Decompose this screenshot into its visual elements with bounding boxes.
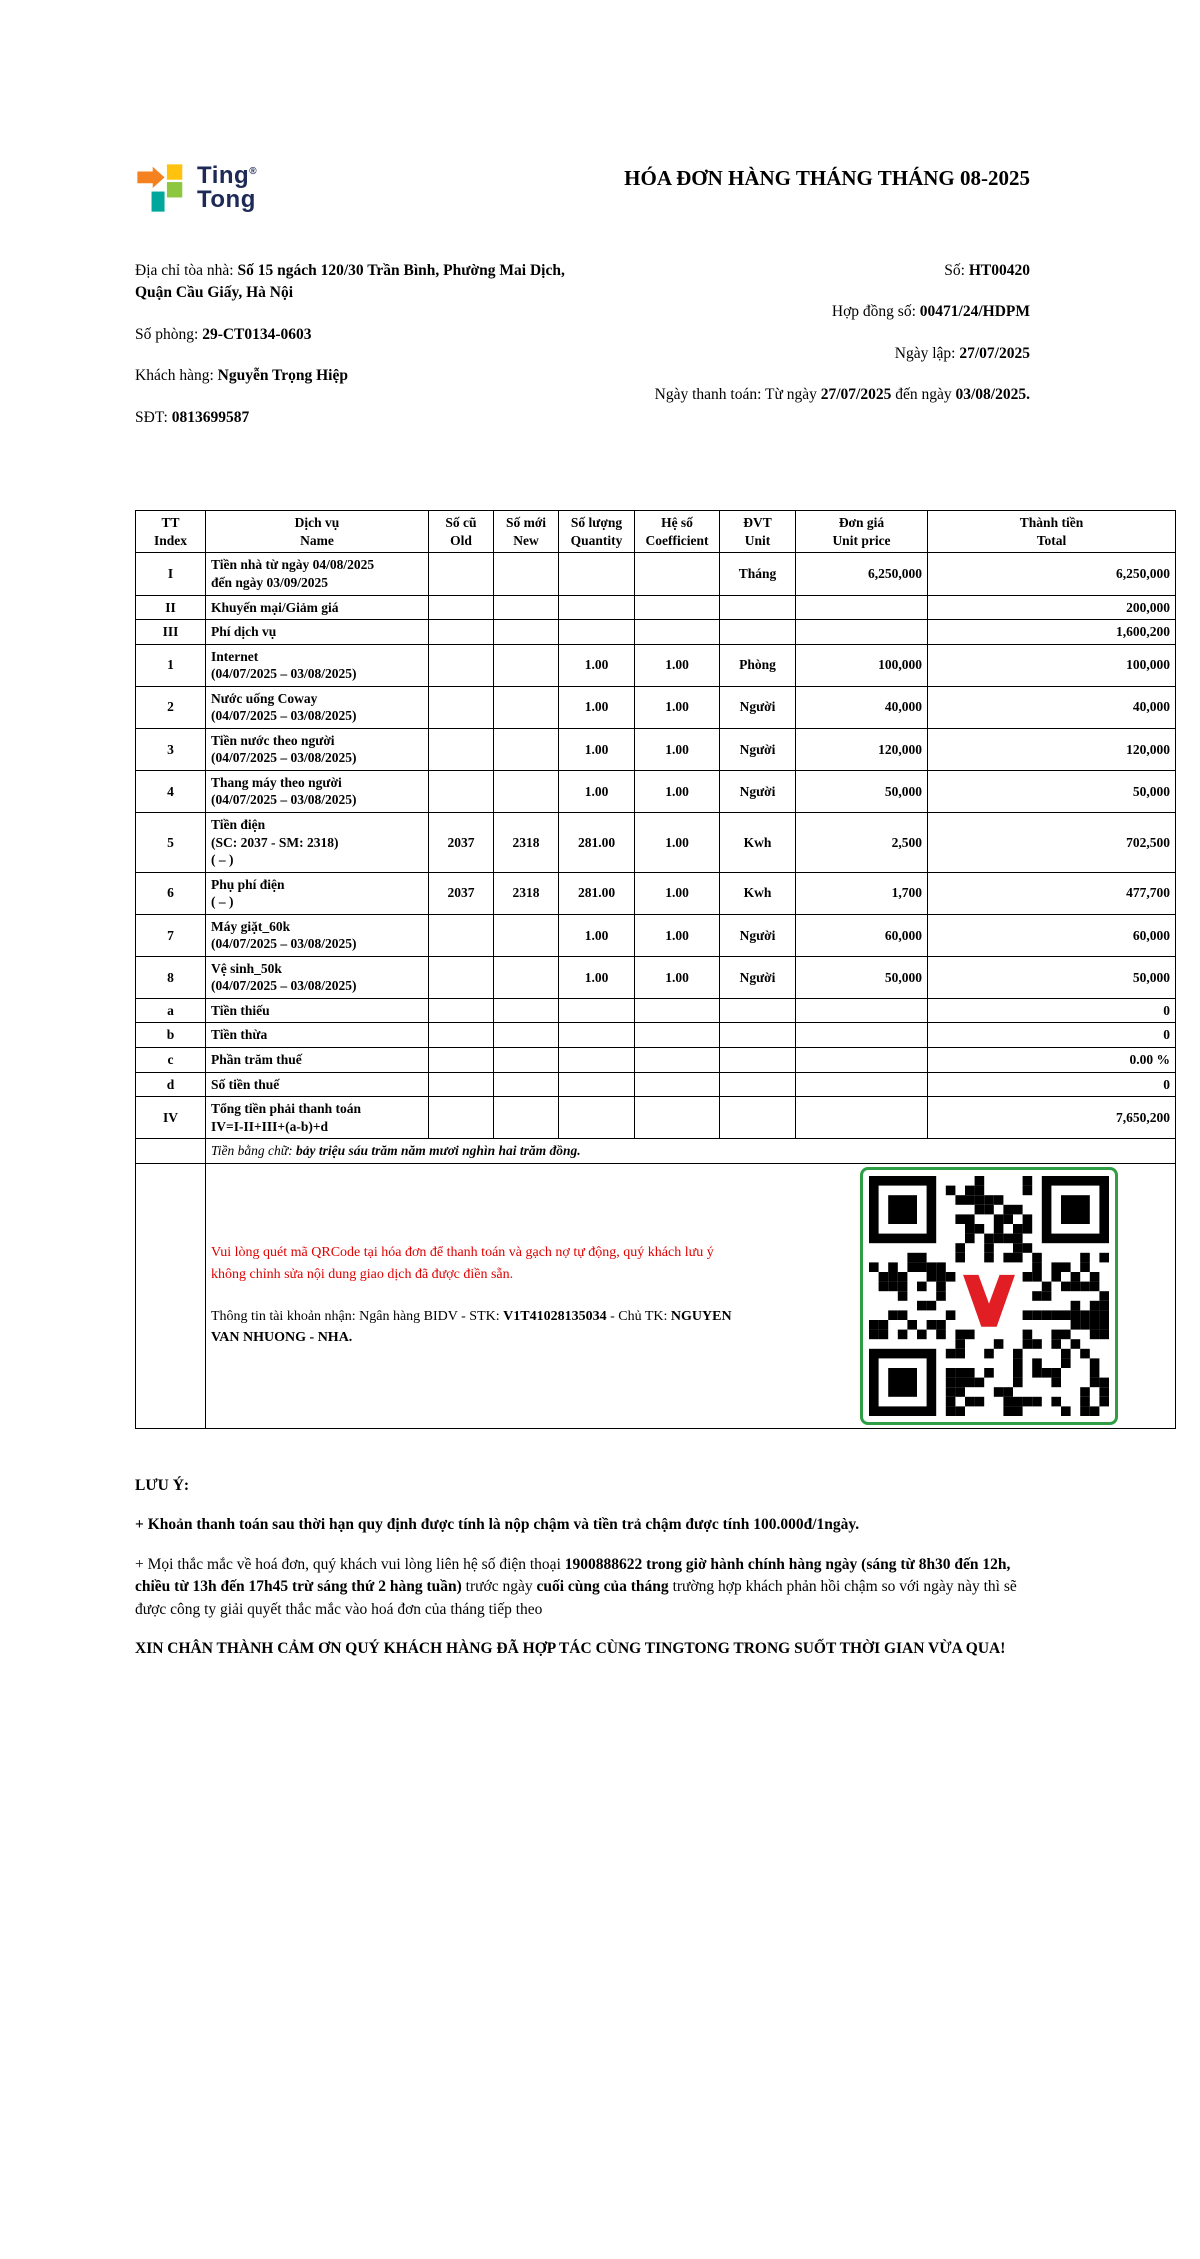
cell-coef <box>635 998 720 1023</box>
cell-coef: 1.00 <box>635 914 720 956</box>
cell-tt: III <box>136 620 206 645</box>
cell-price <box>796 620 928 645</box>
cell-old <box>429 998 494 1023</box>
cell-total: 50,000 <box>928 956 1176 998</box>
cell-new <box>494 770 559 812</box>
customer-value: Nguyễn Trọng Hiệp <box>217 367 348 385</box>
deadline-emphasis: cuối cùng của tháng <box>536 1578 669 1596</box>
room-label: Số phòng: <box>135 325 203 343</box>
cell-price <box>796 595 928 620</box>
table-row <box>136 998 1176 1023</box>
cell-old <box>429 956 494 998</box>
cell-name: Tổng tiền phải thanh toán IV=I-II+III+(a-b)+d <box>206 1097 429 1139</box>
table-row <box>136 644 1176 686</box>
cell-price: 50,000 <box>796 956 928 998</box>
cell-unit: Phòng <box>720 644 796 686</box>
cell-total: 702,500 <box>928 813 1176 873</box>
cell-qty <box>559 1048 635 1073</box>
registered-mark: ® <box>249 165 258 177</box>
cell-coef: 1.00 <box>635 686 720 728</box>
invoice-table <box>135 510 1176 1428</box>
cell-unit <box>720 1072 796 1097</box>
cell-tt: 2 <box>136 686 206 728</box>
table-row <box>136 728 1176 770</box>
column-header-total: Thành tiền Total <box>928 511 1176 553</box>
cell-old <box>429 1097 494 1139</box>
cell-total: 0.00 % <box>928 1048 1176 1073</box>
cell-name: Khuyến mại/Giảm giá <box>206 595 429 620</box>
cell-tt: d <box>136 1072 206 1097</box>
qr-payment-row <box>136 1163 1176 1428</box>
tingtong-logo <box>135 162 257 214</box>
cell-old <box>429 728 494 770</box>
cell-unit: Kwh <box>720 872 796 914</box>
account-info <box>211 1306 736 1349</box>
invoice-number-value: HT00420 <box>968 262 1030 279</box>
cell-old <box>429 553 494 595</box>
hotline-note <box>135 1554 1030 1621</box>
cell-qty <box>559 620 635 645</box>
invoice-number <box>610 260 1030 282</box>
cell-new <box>494 728 559 770</box>
cell-name: Phần trăm thuế <box>206 1048 429 1073</box>
late-payment-note: + Khoản thanh toán sau thời hạn quy định được tính là nộp chậm và tiền trả chậm được tính 100.000đ/1ngày. <box>135 1516 860 1534</box>
cell-price <box>796 1023 928 1048</box>
cell-price: 60,000 <box>796 914 928 956</box>
cell-coef <box>635 595 720 620</box>
cell-new <box>494 1023 559 1048</box>
table-row <box>136 1072 1176 1097</box>
table-row <box>136 914 1176 956</box>
cell-empty <box>136 1139 206 1164</box>
cell-new <box>494 1048 559 1073</box>
cell-new <box>494 1097 559 1139</box>
cell-qty <box>559 998 635 1023</box>
cell-unit: Người <box>720 956 796 998</box>
column-header-coef: Hệ số Coefficient <box>635 511 720 553</box>
cell-new: 2318 <box>494 813 559 873</box>
header <box>135 162 1030 214</box>
qr-code <box>860 1167 1118 1425</box>
info-right <box>610 260 1030 448</box>
cell-coef: 1.00 <box>635 956 720 998</box>
logo-green-square <box>167 182 182 197</box>
customer-name <box>135 365 605 387</box>
cell-tt: II <box>136 595 206 620</box>
column-header-old: Số cũ Old <box>429 511 494 553</box>
cell-unit: Kwh <box>720 813 796 873</box>
table-row <box>136 553 1176 595</box>
cell-unit: Người <box>720 728 796 770</box>
cell-new <box>494 686 559 728</box>
cell-total: 120,000 <box>928 728 1176 770</box>
cell-unit <box>720 1023 796 1048</box>
payment-label: Ngày thanh toán: Từ ngày <box>654 386 821 404</box>
cell-new <box>494 553 559 595</box>
payment-to-date: 03/08/2025. <box>955 386 1030 404</box>
cell-coef: 1.00 <box>635 644 720 686</box>
cell-coef: 1.00 <box>635 813 720 873</box>
cell-old <box>429 1072 494 1097</box>
cell-new <box>494 914 559 956</box>
cell-coef <box>635 1097 720 1139</box>
cell-qty <box>559 1097 635 1139</box>
cell-old <box>429 686 494 728</box>
cell-unit: Người <box>720 770 796 812</box>
logo-teal-bar <box>152 192 165 212</box>
contract-label: Hợp đồng số: <box>831 303 920 321</box>
cell-old <box>429 644 494 686</box>
cell-tt: 6 <box>136 872 206 914</box>
notes-title: LƯU Ý: <box>135 1476 190 1494</box>
cell-tt: b <box>136 1023 206 1048</box>
cell-price: 40,000 <box>796 686 928 728</box>
cell-new <box>494 595 559 620</box>
issue-date-label: Ngày lập: <box>894 344 960 362</box>
payment-period <box>610 384 1030 406</box>
cell-name: Máy giặt_60k (04/07/2025 – 03/08/2025) <box>206 914 429 956</box>
cell-name: Internet (04/07/2025 – 03/08/2025) <box>206 644 429 686</box>
cell-coef: 1.00 <box>635 770 720 812</box>
cell-qty: 1.00 <box>559 644 635 686</box>
cell-price <box>796 1072 928 1097</box>
amount-in-words-row <box>136 1139 1176 1164</box>
cell-price: 2,500 <box>796 813 928 873</box>
cell-tt: I <box>136 553 206 595</box>
cell-qty: 1.00 <box>559 770 635 812</box>
qr-code-svg <box>869 1176 1109 1416</box>
cell-tt: 1 <box>136 644 206 686</box>
thank-you-message: XIN CHÂN THÀNH CẢM ƠN QUÝ KHÁCH HÀNG ĐÃ HỢP TÁC CÙNG TINGTONG TRONG SUỐT THỜI GIAN VỪA QUA! <box>135 1640 1006 1658</box>
cell-total: 0 <box>928 998 1176 1023</box>
cell-tt: 5 <box>136 813 206 873</box>
cell-tt: IV <box>136 1097 206 1139</box>
cell-qty: 1.00 <box>559 914 635 956</box>
table-row <box>136 1048 1176 1073</box>
contract-number <box>610 301 1030 323</box>
cell-name: Tiền điện (SC: 2037 - SM: 2318) ( – ) <box>206 813 429 873</box>
invoice-info <box>135 260 1030 448</box>
room-value: 29-CT0134-0603 <box>202 325 312 343</box>
cell-qty: 1.00 <box>559 728 635 770</box>
cell-tt: 7 <box>136 914 206 956</box>
account-holder: NGUYEN VAN NHUONG - NHA. <box>211 1308 732 1346</box>
cell-name: Tiền nước theo người (04/07/2025 – 03/08/2025) <box>206 728 429 770</box>
cell-new <box>494 998 559 1023</box>
hotline-note-prefix: + Mọi thắc mắc về hoá đơn, quý khách vui lòng liên hệ số điện thoại <box>135 1555 565 1573</box>
cell-qty: 281.00 <box>559 813 635 873</box>
account-number: V1T41028135034 <box>503 1308 607 1324</box>
brand-line-2: Tong <box>197 186 256 213</box>
cell-qty <box>559 553 635 595</box>
table-row <box>136 1097 1176 1139</box>
cell-qty <box>559 1072 635 1097</box>
column-header-name: Dịch vụ Name <box>206 511 429 553</box>
customer-label: Khách hàng: <box>135 367 218 385</box>
cell-unit <box>720 620 796 645</box>
cell-name: Phụ phí điện ( – ) <box>206 872 429 914</box>
cell-coef <box>635 1048 720 1073</box>
cell-tt: c <box>136 1048 206 1073</box>
hotline-note-suffix: trường hợp khách phản hồi chậm so với ngày này thì sẽ được công ty giải quyết thắc mắc vào hoá đơn của tháng tiếp theo <box>135 1578 1017 1618</box>
cell-qty <box>559 595 635 620</box>
brand-line-1: Ting <box>197 161 250 189</box>
cell-empty <box>136 1163 206 1428</box>
cell-price <box>796 1048 928 1073</box>
cell-price: 100,000 <box>796 644 928 686</box>
invoice-table-footer <box>136 1139 1176 1429</box>
cell-coef <box>635 1072 720 1097</box>
cell-old <box>429 1023 494 1048</box>
cell-qty: 281.00 <box>559 872 635 914</box>
cell-tt: a <box>136 998 206 1023</box>
cell-qty: 1.00 <box>559 686 635 728</box>
cell-name: Thang máy theo người (04/07/2025 – 03/08/2025) <box>206 770 429 812</box>
amount-in-words-label: Tiền bằng chữ: <box>211 1143 296 1159</box>
column-header-tt: TT Index <box>136 511 206 553</box>
address-label: Địa chỉ tòa nhà: <box>135 262 238 279</box>
qr-payment-cell <box>206 1163 1176 1428</box>
cell-old <box>429 770 494 812</box>
table-row <box>136 1023 1176 1048</box>
cell-new <box>494 620 559 645</box>
cell-new <box>494 1072 559 1097</box>
cell-coef: 1.00 <box>635 728 720 770</box>
cell-tt: 3 <box>136 728 206 770</box>
cell-total: 1,600,200 <box>928 620 1176 645</box>
cell-old <box>429 595 494 620</box>
logo-orange-arrow <box>137 167 164 188</box>
tingtong-logo-icon <box>135 162 187 214</box>
cell-total: 50,000 <box>928 770 1176 812</box>
cell-price: 1,700 <box>796 872 928 914</box>
cell-unit: Người <box>720 686 796 728</box>
cell-name: Tiền thiếu <box>206 998 429 1023</box>
cell-name: Phí dịch vụ <box>206 620 429 645</box>
page-title: HÓA ĐƠN HÀNG THÁNG THÁNG 08-2025 <box>624 166 1030 190</box>
cell-price: 50,000 <box>796 770 928 812</box>
cell-coef <box>635 553 720 595</box>
cell-total: 100,000 <box>928 644 1176 686</box>
invoice-number-label: Số: <box>944 262 969 279</box>
brand-name <box>197 161 258 213</box>
cell-total: 477,700 <box>928 872 1176 914</box>
cell-total: 40,000 <box>928 686 1176 728</box>
cell-old <box>429 1048 494 1073</box>
issue-date-value: 27/07/2025 <box>959 344 1030 362</box>
cell-unit <box>720 998 796 1023</box>
cell-coef: 1.00 <box>635 872 720 914</box>
account-prefix: Thông tin tài khoản nhận: Ngân hàng BIDV - STK: <box>211 1308 504 1324</box>
logo-yellow-square <box>167 164 182 179</box>
cell-name: Vệ sinh_50k (04/07/2025 – 03/08/2025) <box>206 956 429 998</box>
footer-notes <box>135 1475 1030 1661</box>
cell-coef <box>635 1023 720 1048</box>
cell-name: Số tiền thuế <box>206 1072 429 1097</box>
cell-price: 6,250,000 <box>796 553 928 595</box>
issue-date <box>610 343 1030 365</box>
cell-old: 2037 <box>429 872 494 914</box>
amount-in-words-value: bảy triệu sáu trăm năm mươi nghìn hai trăm đồng. <box>295 1143 581 1159</box>
cell-new <box>494 956 559 998</box>
cell-name: Tiền nhà từ ngày 04/08/2025 đến ngày 03/09/2025 <box>206 553 429 595</box>
table-row <box>136 872 1176 914</box>
payment-instructions <box>211 1242 736 1349</box>
qr-notice-text: Vui lòng quét mã QRCode tại hóa đơn để thanh toán và gạch nợ tự động, quý khách lưu ý không chỉnh sửa nội dung giao dịch đã được điền sẵn. <box>211 1245 714 1283</box>
room-number <box>135 324 605 346</box>
table-row <box>136 770 1176 812</box>
cell-name: Nước uống Coway (04/07/2025 – 03/08/2025) <box>206 686 429 728</box>
table-row <box>136 813 1176 873</box>
column-header-price: Đơn giá Unit price <box>796 511 928 553</box>
hotline-note-mid: trước ngày <box>461 1578 537 1596</box>
cell-unit <box>720 595 796 620</box>
cell-new: 2318 <box>494 872 559 914</box>
table-row <box>136 686 1176 728</box>
cell-tt: 8 <box>136 956 206 998</box>
cell-old: 2037 <box>429 813 494 873</box>
cell-unit: Tháng <box>720 553 796 595</box>
customer-phone <box>135 407 605 429</box>
cell-price <box>796 998 928 1023</box>
cell-old <box>429 914 494 956</box>
cell-total: 7,650,200 <box>928 1097 1176 1139</box>
account-mid: - Chủ TK: <box>606 1308 671 1324</box>
payment-mid-label: đến ngày <box>891 386 956 404</box>
cell-price: 120,000 <box>796 728 928 770</box>
address-value: Số 15 ngách 120/30 Trần Bình, Phường Mai Dịch, Quận Cầu Giấy, Hà Nội <box>135 262 565 302</box>
phone-value: 0813699587 <box>171 408 250 426</box>
cell-total: 6,250,000 <box>928 553 1176 595</box>
cell-unit <box>720 1048 796 1073</box>
cell-total: 200,000 <box>928 595 1176 620</box>
column-header-new: Số mới New <box>494 511 559 553</box>
table-row <box>136 620 1176 645</box>
amount-in-words-cell <box>206 1139 1176 1164</box>
contract-value: 00471/24/HDPM <box>919 303 1030 321</box>
table-row <box>136 956 1176 998</box>
cell-total: 0 <box>928 1072 1176 1097</box>
cell-name: Tiền thừa <box>206 1023 429 1048</box>
cell-total: 0 <box>928 1023 1176 1048</box>
cell-qty: 1.00 <box>559 956 635 998</box>
cell-old <box>429 620 494 645</box>
cell-tt: 4 <box>136 770 206 812</box>
column-header-qty: Số lượng Quantity <box>559 511 635 553</box>
table-row <box>136 595 1176 620</box>
hotline-number: 1900888622 trong giờ hành chính hàng ngày (sáng từ 8h30 đến 12h, chiều từ 13h đến 17h45 trừ sáng thứ 2 hàng tuần) <box>135 1555 1011 1596</box>
cell-new <box>494 644 559 686</box>
building-address <box>135 260 605 305</box>
table-header-row <box>136 511 1176 553</box>
invoice-table-body <box>136 553 1176 1139</box>
info-left <box>135 260 605 448</box>
cell-unit <box>720 1097 796 1139</box>
cell-qty <box>559 1023 635 1048</box>
cell-price <box>796 1097 928 1139</box>
cell-coef <box>635 620 720 645</box>
cell-total: 60,000 <box>928 914 1176 956</box>
payment-from-date: 27/07/2025 <box>820 386 892 404</box>
phone-label: SĐT: <box>135 408 172 426</box>
cell-unit: Người <box>720 914 796 956</box>
column-header-unit: ĐVT Unit <box>720 511 796 553</box>
